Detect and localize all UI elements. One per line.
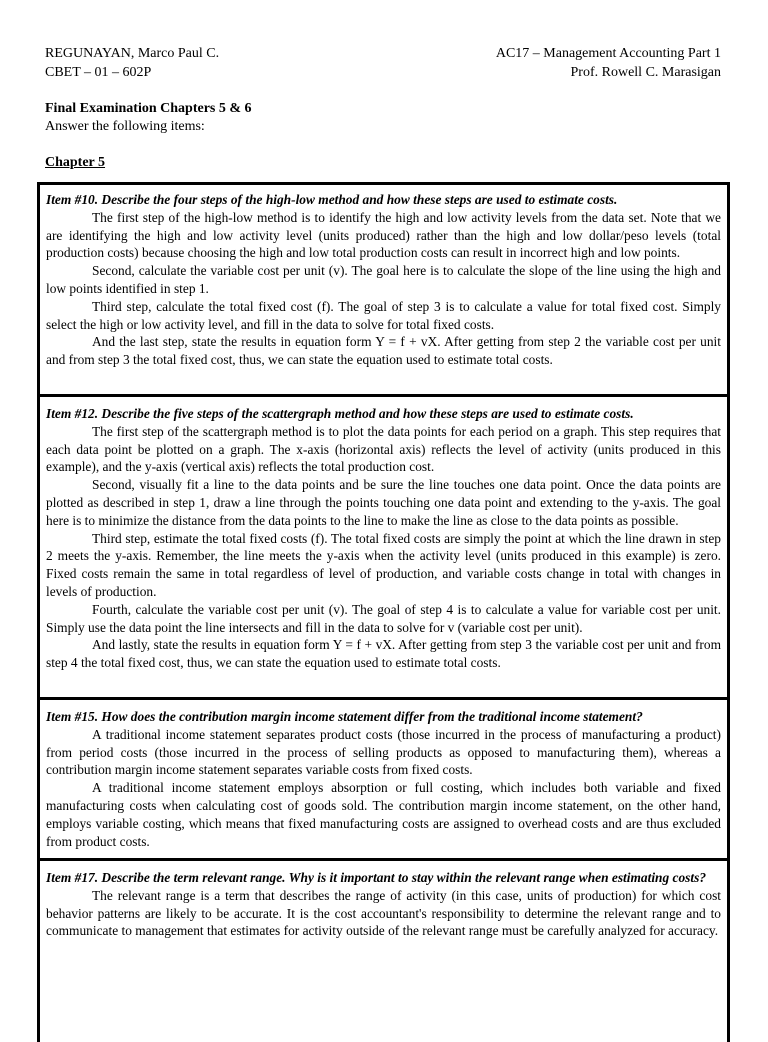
student-name: REGUNAYAN, Marco Paul C. [45,46,220,61]
item-15 [40,702,727,850]
item-17 [40,863,727,940]
item-divider [40,858,727,861]
item-paragraph: The first step of the scattergraph method is to plot the data points for each period on a graph. This step requires that each data point be plotted on a graph. The x-axis (horizontal axis) reflects the level of activity (units produced in this example), and the y-axis (vertical axis) reflects the total production cost. [46,423,721,475]
item-paragraph: A traditional income statement employs absorption or full costing, which includes both variable and fixed manufacturing costs when calculating cost of goods sold. The contribution margin income statement, on the other hand, employs variable costing, which means that fixed manufacturing costs are assigned to overhead costs and are thus excluded from product costs. [46,780,721,849]
instruction-text: Answer the following items: [45,119,205,134]
exam-heading [45,100,252,136]
student-section: CBET – 01 – 602P [45,65,152,80]
professor-name: Prof. Rowell C. Marasigan [570,65,721,80]
item-paragraph: The first step of the high-low method is to identify the high and low activity levels from the data set. Note that we are identifying the high and low activity level (units produced) rather than the high and low dollar/peso levels (total production costs) because choosing the high and low total production costs can result in incorrect high and low points. [46,209,721,261]
item-paragraph: Second, visually fit a line to the data points and be sure the line touches one data point. Once the data points are plotted as described in step 1, draw a line through the points touching one data point and extending to the y-axis. The goal here is to minimize the distance from the data points to the line to make the line as close to the data points as possible. [46,477,721,528]
item-paragraph: A traditional income statement separates product costs (those incurred in the process of manufacturing a product) from period costs (those incurred in the process of selling products as opposed to manufacturing them), whereas a contribution margin income statement separates variable costs from fixed costs. [46,726,721,778]
item-paragraph: Third step, calculate the total fixed cost (f). The goal of step 3 is to calculate a value for total fixed cost. Simply select the high or low activity level, and fill in the data to solve for total fixed costs. [46,298,721,332]
item-paragraph: Fourth, calculate the variable cost per unit (v). The goal of step 4 is to calculate a value for variable cost per unit. Simply use the data point the line intersects and fill in the data to solve for v (variable cost per unit). [46,601,721,635]
item-paragraph: And the last step, state the results in equation form Y = f + vX. After getting from step 2 the variable cost per unit and from step 3 the total fixed cost, thus, we can state the equation used to estimate total costs. [46,334,721,368]
item-12 [40,399,727,672]
item-divider [40,697,727,700]
student-info [45,44,219,82]
item-question: Item #15. How does the contribution margin income statement differ from the traditional income statement? [46,709,643,724]
exam-title: Final Examination Chapters 5 & 6 [45,101,252,116]
item-question: Item #10. Describe the four steps of the high-low method and how these steps are used to estimate costs. [46,192,618,207]
course-title: AC17 – Management Accounting Part 1 [495,46,721,61]
chapter-heading: Chapter 5 [45,155,106,170]
item-10 [40,185,727,369]
item-divider [40,394,727,397]
item-paragraph: The relevant range is a term that describes the range of activity (in this case, units of production) for which cost behavior patterns are likely to be accurate. It is the cost accountant's responsibility to determine the relevant range and to communicate to management that estimates for activity outside of the relevant range must be carefully analyzed for accuracy. [46,887,721,939]
item-question: Item #17. Describe the term relevant range. Why is it important to stay within the relevant range when estimating costs? [46,870,707,885]
item-paragraph: Second, calculate the variable cost per unit (v). The goal here is to calculate the slope of the line using the high and low points identified in step 1. [46,263,721,296]
course-info [496,44,721,82]
item-question: Item #12. Describe the five steps of the scattergraph method and how these steps are used to estimate costs. [46,406,634,421]
answers-frame [37,182,730,1042]
item-paragraph: Third step, estimate the total fixed costs (f). The total fixed costs are simply the point at which the line drawn in step 2 meets the y-axis. Remember, the line meets the y-axis when the activity level (units produced in this example) is zero. Fixed costs remain the same in total regardless of level of production, and variable costs change in total with changes in levels of production. [46,530,721,599]
item-paragraph: And lastly, state the results in equation form Y = f + vX. After getting from step 3 the variable cost per unit and from step 4 the total fixed cost, thus, we can state the equation used to estimate total costs. [46,637,721,671]
